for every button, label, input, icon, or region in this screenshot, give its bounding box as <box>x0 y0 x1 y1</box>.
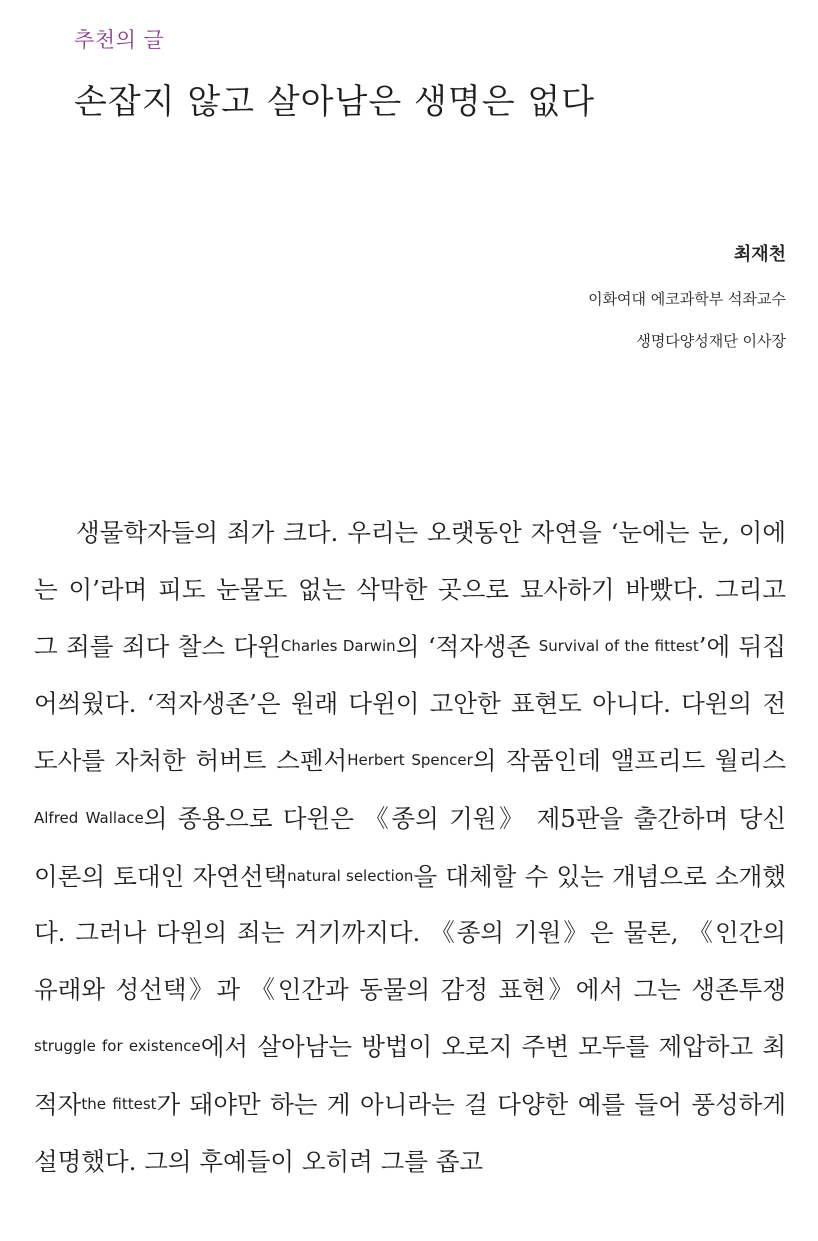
body-text-segment: 을 대체할 수 있는 개념으로 소개했다. 그러나 다윈의 죄는 거기까지다. 《종의 기원》은 물론, 《인간의 유래와 성선택》과 《인간과 동물의 감정 표현》에서 그는 생존투쟁 <box>34 861 786 1004</box>
body-text-segment: 의 종용으로 다윈은 《종의 기원》 제5판을 출간하며 당신 이론의 토대인 자연선택 <box>34 803 786 891</box>
article-title: 손잡지 않고 살아남은 생명은 없다 <box>74 82 596 122</box>
english-gloss: the fittest <box>81 1094 157 1113</box>
english-gloss: natural selection <box>287 866 414 885</box>
body-text-segment: 에서 살아남는 방법이 오로지 주변 모두를 제압하고 최적자 <box>34 1032 787 1119</box>
author-affiliation-2: 생명다양성재단 이사장 <box>636 332 786 350</box>
author-byline <box>588 240 786 372</box>
english-gloss: Charles Darwin <box>280 637 396 656</box>
body-text-segment: 생물학자들의 죄가 크다. 우리는 오랫동안 자연을 ‘눈에는 눈, 이에는 이’라며 피도 눈물도 없는 삭막한 곳으로 묘사하기 바빴다. 그리고 그 죄를 죄다 찰스 다윈 <box>34 518 786 662</box>
body-text-segment: ’에 뒤집어씌웠다. ‘적자생존’은 원래 다윈이 고안한 표현도 아니다. 다윈의 전도사를 자처한 허버트 스펜서 <box>34 632 787 776</box>
body-text-segment: 의 작품인데 앨프리드 월리스 <box>472 746 786 776</box>
author-affiliation-1: 이화여대 에코과학부 석좌교수 <box>588 290 786 308</box>
body-text-segment: 의 ‘적자생존 <box>395 632 531 662</box>
english-gloss: Alfred Wallace <box>34 808 144 827</box>
english-gloss: Survival of the fittest <box>538 637 699 656</box>
english-gloss: Herbert Spencer <box>347 751 473 770</box>
body-text-segment: 가 돼야만 하는 게 아니라는 걸 다양한 예를 들어 풍성하게 설명했다. 그의 후예들이 오히려 그를 좁고 <box>34 1089 786 1176</box>
section-label: 추천의 글 <box>74 28 165 52</box>
author-name: 최재천 <box>733 244 786 265</box>
english-gloss: struggle for existence <box>34 1037 201 1056</box>
body-paragraph <box>34 505 786 1190</box>
